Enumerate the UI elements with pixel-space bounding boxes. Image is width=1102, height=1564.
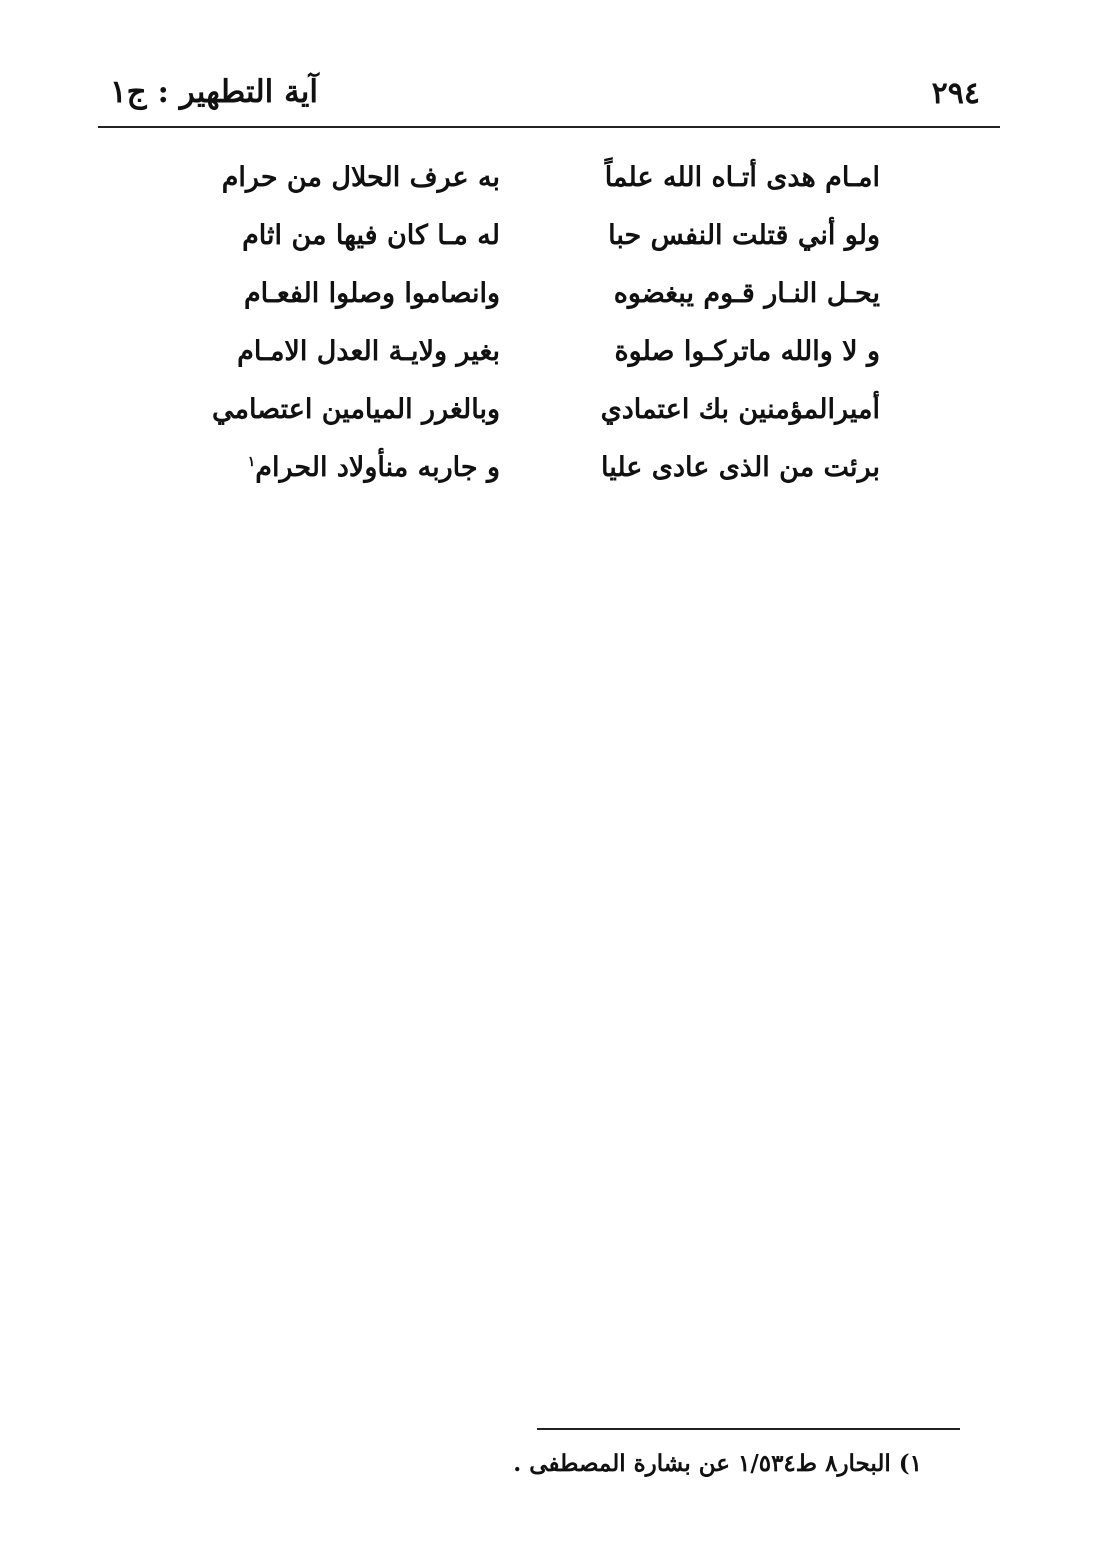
verse-6-first-hemistich: برئت من الذى عادى عليا [600,452,880,483]
verse-5 [200,390,890,448]
verse-4 [200,332,890,390]
verse-1-first-hemistich: امـام هدى أتـاه الله علماً [604,162,880,193]
verse-2-second-hemistich: له مـا كان فيها من اثام [242,220,500,251]
verse-1 [200,158,890,216]
poem [200,158,890,506]
verse-3 [200,274,890,332]
verse-6 [200,448,890,506]
verse-2-first-hemistich: ولو أني قتلت النفس حبا [608,220,880,251]
running-title: آية التطهير : ج١ [110,74,318,110]
verse-6-second-text: و جاربه منأولاد الحرام [255,452,500,483]
footnote-rule [537,1428,960,1430]
footnote: ١) البحار٨ ط١/٥٣٤ عن بشارة المصطفى . [513,1450,922,1477]
verse-2 [200,216,890,274]
page-number: ٢٩٤ [931,76,980,111]
verse-3-second-hemistich: وانصاموا وصلوا الفعـام [243,278,500,309]
verse-5-second-hemistich: وبالغرر الميامين اعتصامي [211,394,500,425]
verse-4-second-hemistich: بغير ولايـة العدل الامـام [237,336,500,367]
verse-6-second-hemistich [200,452,500,483]
verse-1-second-hemistich: به عرف الحلال من حرام [221,162,500,193]
footnote-marker: ١ [247,454,256,470]
verse-5-first-hemistich: أميرالمؤمنين بك اعتمادي [600,394,880,425]
verse-3-first-hemistich: يحـل النـار قـوم يبغضوه [613,278,880,309]
header-rule [98,126,1000,128]
verse-4-first-hemistich: و لا والله ماتركـوا صلوة [614,336,880,367]
